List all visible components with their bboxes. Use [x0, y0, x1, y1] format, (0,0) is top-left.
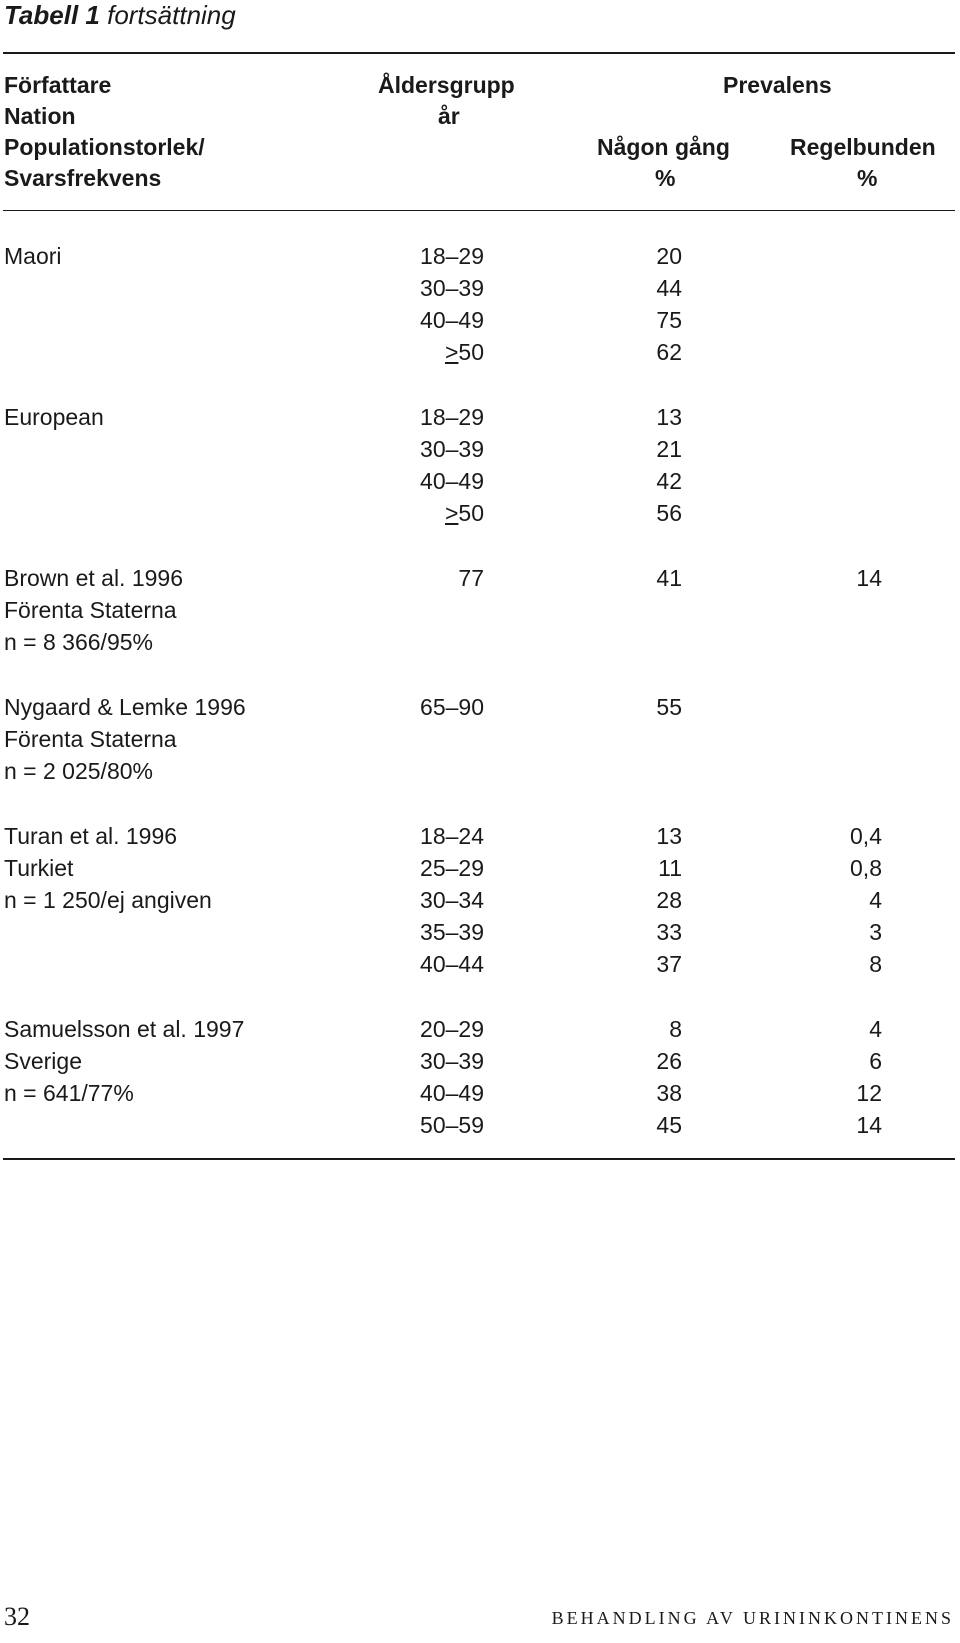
header-author: Författare: [4, 72, 112, 98]
running-title: BEHANDLING AV URININKONTINENS: [551, 1608, 954, 1628]
row-age: 18–24: [420, 823, 484, 849]
row-age: 20–29: [420, 1016, 484, 1042]
table-caption: [4, 0, 236, 30]
row-some-time: 56: [656, 500, 682, 526]
row-some-time: 21: [656, 436, 682, 462]
header-nation: Nation: [4, 103, 76, 129]
row-label: Turkiet: [4, 855, 74, 881]
row-regular: 0,8: [850, 855, 882, 881]
row-age-value: 50: [458, 339, 484, 365]
row-age: 35–39: [420, 919, 484, 945]
row-label: n = 8 366/95%: [4, 629, 153, 655]
row-age: 25–29: [420, 855, 484, 881]
row-some-time: 8: [669, 1016, 682, 1042]
row-label: n = 641/77%: [4, 1080, 134, 1106]
row-some-time: 13: [656, 823, 682, 849]
row-regular: 14: [856, 1112, 882, 1138]
row-label: n = 1 250/ej angiven: [4, 887, 212, 913]
row-regular: 8: [869, 951, 882, 977]
row-label: Sverige: [4, 1048, 82, 1074]
row-some-time: 44: [656, 275, 682, 301]
row-age: 65–90: [420, 694, 484, 720]
row-age: 40–49: [420, 468, 484, 494]
greater-equal-sign: >: [444, 339, 459, 365]
row-age: 40–49: [420, 307, 484, 333]
row-some-time: 26: [656, 1048, 682, 1074]
row-some-time: 75: [656, 307, 682, 333]
table-caption-rest: fortsättning: [107, 0, 236, 30]
row-some-time: 37: [656, 951, 682, 977]
row-label: Turan et al. 1996: [4, 823, 178, 849]
row-age: 77: [458, 565, 484, 591]
row-some-time: 11: [658, 855, 682, 881]
row-some-time: 33: [656, 919, 682, 945]
row-age: [370, 336, 484, 368]
greater-equal-sign: >: [444, 500, 459, 526]
row-some-time: 62: [656, 339, 682, 365]
row-regular: 12: [856, 1080, 882, 1106]
row-some-time: 38: [656, 1080, 682, 1106]
row-age: 30–39: [420, 1048, 484, 1074]
table-caption-label: Tabell 1: [4, 0, 100, 30]
row-regular: 0,4: [850, 823, 882, 849]
row-some-time: 13: [656, 404, 682, 430]
row-label: Nygaard & Lemke 1996: [4, 694, 246, 720]
row-age: 30–39: [420, 275, 484, 301]
row-age: 18–29: [420, 404, 484, 430]
top-rule: [3, 52, 955, 54]
header-prevalence: Prevalens: [723, 72, 832, 98]
row-age: 40–49: [420, 1080, 484, 1106]
header-some-time: Någon gång: [597, 134, 730, 160]
row-label: Brown et al. 1996: [4, 565, 184, 591]
row-some-time: 45: [656, 1112, 682, 1138]
row-some-time: 41: [656, 565, 682, 591]
header-age-group: Åldersgrupp: [378, 72, 515, 98]
row-some-time: 28: [656, 887, 682, 913]
row-label: European: [4, 404, 104, 430]
header-rule: [3, 210, 955, 211]
header-some-time-percent: %: [655, 165, 676, 191]
row-label: Maori: [4, 243, 62, 269]
row-age: 18–29: [420, 243, 484, 269]
row-age-value: 50: [458, 500, 484, 526]
row-regular: 4: [869, 1016, 882, 1042]
row-regular: 6: [869, 1048, 882, 1074]
row-age: 30–34: [420, 887, 484, 913]
row-label: n = 2 025/80%: [4, 758, 153, 784]
page-number: 32: [4, 1602, 30, 1631]
bottom-rule: [3, 1158, 955, 1160]
row-label: Förenta Staterna: [4, 726, 177, 752]
row-label: Förenta Staterna: [4, 597, 177, 623]
row-age: 30–39: [420, 436, 484, 462]
header-regular: Regelbunden: [790, 134, 936, 160]
row-some-time: 55: [656, 694, 682, 720]
row-regular: 14: [856, 565, 882, 591]
row-some-time: 42: [656, 468, 682, 494]
row-label: Samuelsson et al. 1997: [4, 1016, 245, 1042]
header-age-unit: år: [438, 103, 460, 129]
row-age: 50–59: [420, 1112, 484, 1138]
row-some-time: 20: [656, 243, 682, 269]
header-response-rate: Svarsfrekvens: [4, 165, 162, 191]
header-population-size: Populationstorlek/: [4, 134, 205, 160]
row-age: [370, 497, 484, 529]
header-regular-percent: %: [857, 165, 878, 191]
row-regular: 4: [869, 887, 882, 913]
row-age: 40–44: [420, 951, 484, 977]
row-regular: 3: [869, 919, 882, 945]
